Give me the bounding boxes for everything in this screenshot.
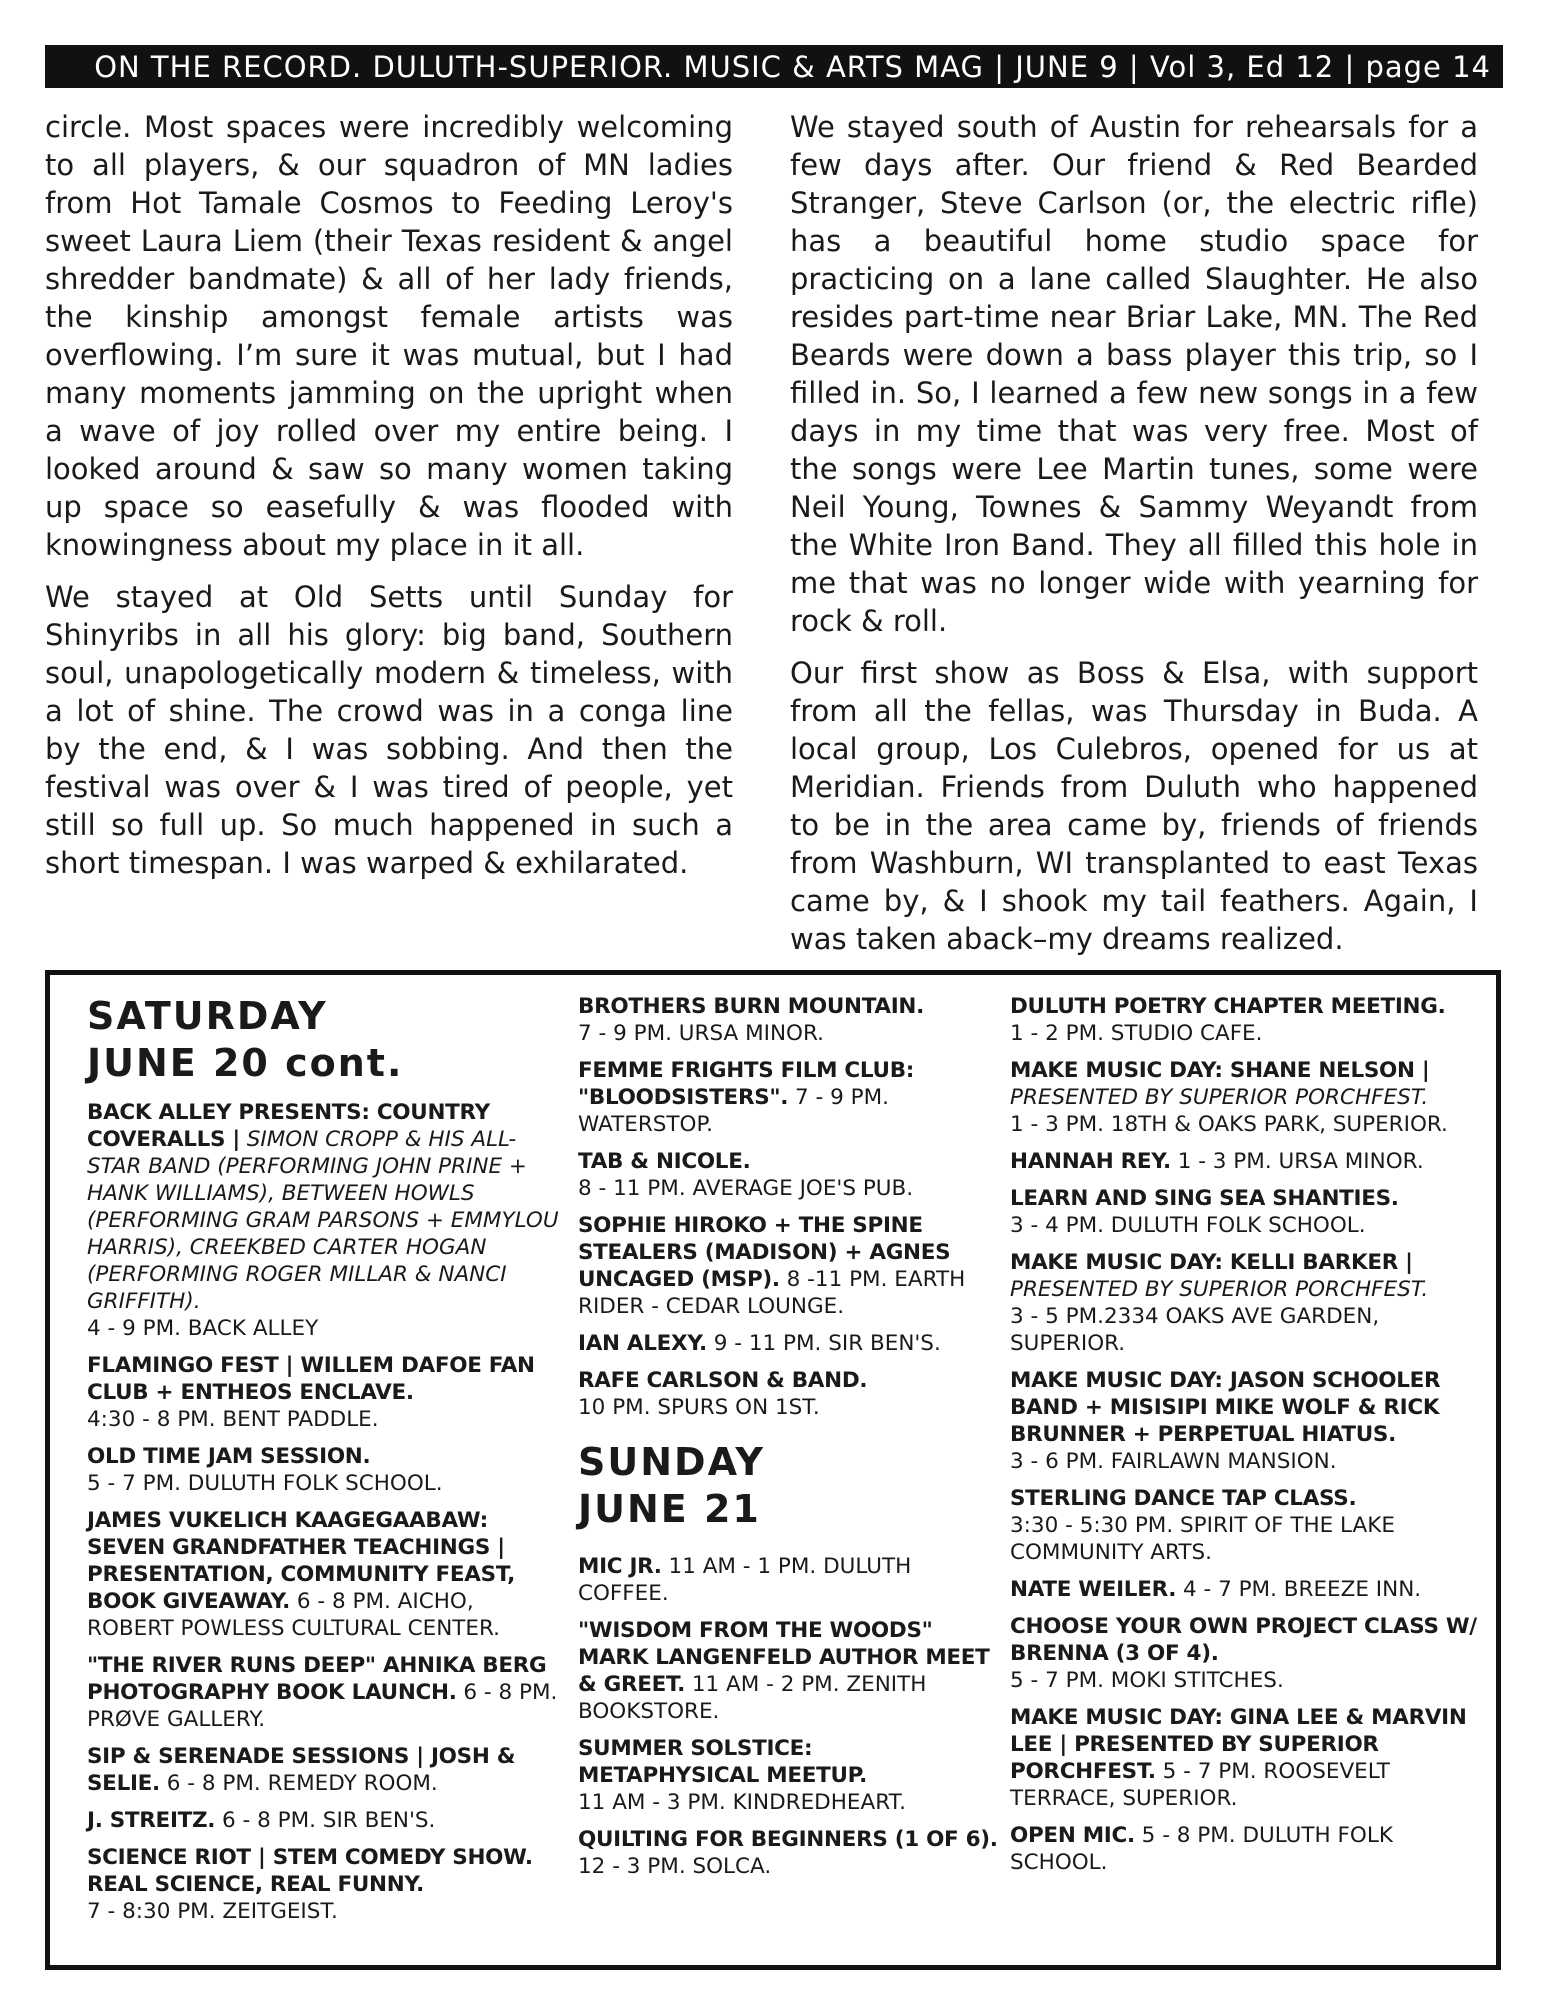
event-item — [1010, 1057, 1485, 1138]
event-time-location: 11 AM - 3 PM. KINDREDHEART. — [578, 1790, 906, 1815]
event-title: "THE RIVER RUNS DEEP" AHNIKA BERG PHOTOGRAPHY BOOK LAUNCH. — [87, 1653, 547, 1705]
article-column-right — [790, 108, 1478, 972]
event-title: CHOOSE YOUR OWN PROJECT CLASS W/ BRENNA (3 OF 4). — [1010, 1614, 1477, 1666]
event-item — [578, 1330, 998, 1357]
header-bar — [45, 45, 1503, 88]
events-listing-box — [45, 970, 1501, 1970]
event-description: PRESENTED BY SUPERIOR PORCHFEST. — [1010, 1085, 1429, 1110]
event-item — [1010, 1485, 1485, 1566]
event-title: SUMMER SOLSTICE: METAPHYSICAL MEETUP. — [578, 1736, 867, 1788]
event-time-location: 3 - 4 PM. DULUTH FOLK SCHOOL. — [1010, 1213, 1366, 1238]
event-item — [87, 1844, 562, 1925]
event-list — [1010, 993, 1485, 1876]
event-title: BROTHERS BURN MOUNTAIN. — [578, 994, 924, 1019]
event-item — [1010, 1576, 1485, 1603]
event-title: SIP & SERENADE SESSIONS | JOSH & SELIE. — [87, 1744, 516, 1796]
event-item — [87, 1507, 562, 1642]
event-time-location: 11 AM - 2 PM. ZENITH BOOKSTORE. — [578, 1672, 927, 1724]
event-list — [87, 1099, 562, 1925]
event-description: PRESENTED BY SUPERIOR PORCHFEST. — [1010, 1277, 1429, 1302]
event-time-location: 4 - 7 PM. BREEZE INN. — [1176, 1577, 1422, 1602]
event-time-location: 6 - 8 PM. PRØVE GALLERY. — [87, 1680, 558, 1732]
events-column-1 — [87, 993, 562, 1935]
event-title: NATE WEILER. — [1010, 1577, 1177, 1602]
event-title: OPEN MIC. — [1010, 1823, 1135, 1848]
event-time-location: 6 - 8 PM. AICHO, ROBERT POWLESS CULTURAL CENTER. — [87, 1589, 501, 1641]
event-item — [87, 1807, 562, 1834]
day-heading-line: JUNE 20 cont. — [87, 1041, 404, 1085]
day-heading-sunday — [578, 1439, 998, 1533]
event-title: STERLING DANCE TAP CLASS. — [1010, 1486, 1357, 1511]
event-time-location: 4 - 9 PM. BACK ALLEY — [87, 1316, 319, 1341]
event-time-location: 6 - 8 PM. SIR BEN'S. — [215, 1808, 436, 1833]
header-text: ON THE RECORD. DULUTH-SUPERIOR. MUSIC & ARTS MAG | JUNE 9 | Vol 3, Ed 12 | page 14 — [94, 49, 1491, 84]
event-item — [1010, 1148, 1485, 1175]
event-title: MAKE MUSIC DAY: GINA LEE & MARVIN LEE | PRESENTED BY SUPERIOR PORCHFEST. — [1010, 1705, 1467, 1784]
event-time-location: 12 - 3 PM. SOLCA. — [578, 1854, 772, 1879]
event-time-location: 7 - 9 PM. WATERSTOP. — [578, 1085, 889, 1137]
event-item — [87, 1652, 562, 1733]
event-description: SIMON CROPP & HIS ALL-STAR BAND (PERFORMING JOHN PRINE + HANK WILLIAMS), BETWEEN HOWLS (PERFORMING GRAM PARSONS + EMMYLOU HARRIS), CREEKBED CARTER HOGAN (PERFORMING ROGER MILLAR & NANCI GRIFFITH). — [87, 1127, 559, 1314]
events-column-3 — [1010, 993, 1485, 1886]
event-list — [578, 993, 998, 1421]
event-title: FLAMINGO FEST | WILLEM DAFOE FAN CLUB + ENTHEOS ENCLAVE. — [87, 1353, 535, 1405]
article-column-left — [45, 108, 733, 896]
event-item — [87, 1099, 562, 1342]
event-time-location: 6 - 8 PM. REMEDY ROOM. — [159, 1771, 438, 1796]
article-paragraph: We stayed south of Austin for rehearsals for a few days after. Our friend & Red Bearded Stranger, Steve Carlson (or, the electric rifle) has a beautiful home studio space for practicing on a lane called Slaughter. He also resides part-time near Briar Lake, MN. The Red Beards were down a bass player this trip, so I filled in. So, I learned a few new songs in a few days in my time that was very free. Most of the songs were Lee Martin tunes, some were Neil Young, Townes & Sammy Weyandt from the White Iron Band. They all filled this hole in me that was no longer wide with yearning for rock & roll. — [790, 110, 1478, 638]
event-title: QUILTING FOR BEGINNERS (1 OF 6). — [578, 1827, 998, 1852]
events-column-2 — [578, 993, 998, 1890]
event-time-location: 8 - 11 PM. AVERAGE JOE'S PUB. — [578, 1176, 914, 1201]
event-time-location: 3 - 6 PM. FAIRLAWN MANSION. — [1010, 1449, 1337, 1474]
event-title: MAKE MUSIC DAY: JASON SCHOOLER BAND + MISISIPI MIKE WOLF & RICK BRUNNER + PERPETUAL HIATUS. — [1010, 1368, 1441, 1447]
event-item — [1010, 1704, 1485, 1812]
event-item — [87, 1743, 562, 1797]
event-item — [578, 1826, 998, 1880]
article-paragraph: Our first show as Boss & Elsa, with support from all the fellas, was Thursday in Buda. A local group, Los Culebros, opened for us at Meridian. Friends from Duluth who happened to be in the area came by, friends of friends from Washburn, WI transplanted to east Texas came by, & I shook my tail feathers. Again, I was taken aback–my dreams realized. — [790, 656, 1478, 956]
event-title: DULUTH POETRY CHAPTER MEETING. — [1010, 994, 1446, 1019]
event-item — [578, 993, 998, 1047]
event-time-location: 1 - 2 PM. STUDIO CAFE. — [1010, 1021, 1263, 1046]
event-item — [578, 1735, 998, 1816]
day-heading-line: SATURDAY — [87, 994, 328, 1038]
event-item — [578, 1148, 998, 1202]
event-title: J. STREITZ. — [87, 1808, 216, 1833]
event-title: LEARN AND SING SEA SHANTIES. — [1010, 1186, 1399, 1211]
event-title: BACK ALLEY PRESENTS: COUNTRY COVERALLS | — [87, 1100, 490, 1152]
event-item — [578, 1212, 998, 1320]
event-time-location: 7 - 9 PM. URSA MINOR. — [578, 1021, 824, 1046]
event-title: FEMME FRIGHTS FILM CLUB: "BLOODSISTERS". — [578, 1058, 915, 1110]
event-item — [578, 1057, 998, 1138]
event-time-location: 3 - 5 PM.2334 OAKS AVE GARDEN, SUPERIOR. — [1010, 1304, 1380, 1356]
event-title: OLD TIME JAM SESSION. — [87, 1444, 371, 1469]
event-item — [1010, 1249, 1485, 1357]
event-time-location: 5 - 7 PM. ROOSEVELT TERRACE, SUPERIOR. — [1010, 1759, 1390, 1811]
event-item — [578, 1617, 998, 1725]
event-item — [1010, 1185, 1485, 1239]
event-title: IAN ALEXY. — [578, 1331, 707, 1356]
event-item — [1010, 1367, 1485, 1475]
event-list — [578, 1553, 998, 1880]
event-title: HANNAH REY. — [1010, 1149, 1171, 1174]
day-heading-saturday — [87, 993, 562, 1087]
event-title: MAKE MUSIC DAY: KELLI BARKER | — [1010, 1250, 1413, 1275]
event-time-location: 3:30 - 5:30 PM. SPIRIT OF THE LAKE COMMUNITY ARTS. — [1010, 1513, 1395, 1565]
event-time-location: 5 - 7 PM. MOKI STITCHES. — [1010, 1668, 1284, 1693]
event-title: TAB & NICOLE. — [578, 1149, 751, 1174]
event-title: "WISDOM FROM THE WOODS" MARK LANGENFELD AUTHOR MEET & GREET. — [578, 1618, 990, 1697]
event-time-location: 11 AM - 1 PM. DULUTH COFFEE. — [578, 1554, 912, 1606]
event-item — [578, 1367, 998, 1421]
event-time-location: 7 - 8:30 PM. ZEITGEIST. — [87, 1899, 338, 1924]
event-time-location: 5 - 7 PM. DULUTH FOLK SCHOOL. — [87, 1471, 443, 1496]
event-time-location: 10 PM. SPURS ON 1ST. — [578, 1395, 820, 1420]
event-item — [1010, 1613, 1485, 1694]
event-item — [578, 1553, 998, 1607]
event-time-location: 1 - 3 PM. URSA MINOR. — [1170, 1149, 1424, 1174]
event-time-location: 9 - 11 PM. SIR BEN'S. — [706, 1331, 941, 1356]
event-item — [87, 1352, 562, 1433]
event-title: SCIENCE RIOT | STEM COMEDY SHOW. REAL SCIENCE, REAL FUNNY. — [87, 1845, 533, 1897]
event-time-location: 5 - 8 PM. DULUTH FOLK SCHOOL. — [1010, 1823, 1393, 1875]
event-title: SOPHIE HIROKO + THE SPINE STEALERS (MADISON) + AGNES UNCAGED (MSP). — [578, 1213, 951, 1292]
event-title: RAFE CARLSON & BAND. — [578, 1368, 868, 1393]
event-title: MAKE MUSIC DAY: SHANE NELSON | — [1010, 1058, 1430, 1083]
event-item — [1010, 1822, 1485, 1876]
event-time-location: 4:30 - 8 PM. BENT PADDLE. — [87, 1407, 379, 1432]
event-title: JAMES VUKELICH KAAGEGAABAW: SEVEN GRANDFATHER TEACHINGS | PRESENTATION, COMMUNITY FEAST, BOOK GIVEAWAY. — [87, 1508, 516, 1614]
event-time-location: 8 -11 PM. EARTH RIDER - CEDAR LOUNGE. — [578, 1267, 966, 1319]
event-title: MIC JR. — [578, 1554, 662, 1579]
day-heading-line: JUNE 21 — [578, 1487, 761, 1531]
article-paragraph: We stayed at Old Setts until Sunday for Shinyribs in all his glory: big band, Southern soul, unapologetically modern & timeless, with a lot of shine. The crowd was in a conga line by the end, & I was sobbing. And then the festival was over & I was tired of people, yet still so full up. So much happened in such a short timespan. I was warped & exhilarated. — [45, 580, 733, 880]
event-item — [87, 1443, 562, 1497]
event-item — [1010, 993, 1485, 1047]
article-paragraph: circle. Most spaces were incredibly welcoming to all players, & our squadron of MN ladies from Hot Tamale Cosmos to Feeding Leroy's sweet Laura Liem (their Texas resident & angel shredder bandmate) & all of her lady friends, the kinship amongst female artists was overflowing. I’m sure it was mutual, but I had many moments jamming on the upright when a wave of joy rolled over my entire being. I looked around & saw so many women taking up space so easefully & was flooded with knowingness about my place in it all. — [45, 110, 733, 562]
day-heading-line: SUNDAY — [578, 1440, 765, 1484]
event-time-location: 1 - 3 PM. 18TH & OAKS PARK, SUPERIOR. — [1010, 1112, 1448, 1137]
